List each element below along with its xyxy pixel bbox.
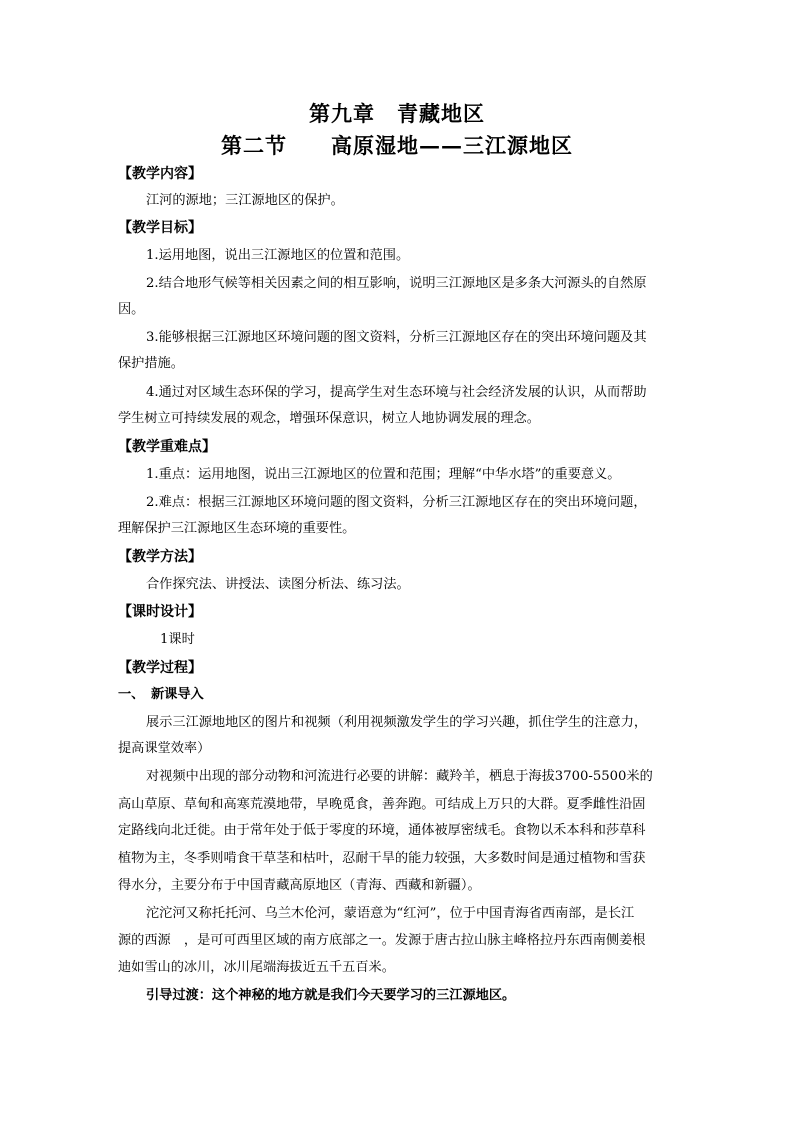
heading-lesson-design: 【课时设计】 [118,604,202,620]
heading-key-points: 【教学重难点】 [118,439,216,455]
section-title: 第二节 高原湿地——三江源地区 [221,133,573,158]
key-point-2-line-1: 2.难点：根据三江源地区环境问题的图文资料，分析三江源地区存在的突出环境问题， [146,495,647,510]
chapter-title: 第九章 青藏地区 [309,101,485,126]
goal-4-line-1: 4.通过对区域生态环保的学习，提高学生对生态环境与社会经济发展的认识，从而帮助 [146,385,647,400]
teaching-content-text: 江河的源地；三江源地区的保护。 [146,193,344,208]
teaching-methods-text: 合作探究法、讲授法、读图分析法、练习法。 [146,577,410,592]
goal-3-line-1: 3.能够根据三江源地区环境问题的图文资料，分析三江源地区存在的突出环境问题及其 [146,330,647,345]
goal-4-line-2: 学生树立可持续发展的观念，增强环保意识，树立人地协调发展的理念。 [118,411,540,426]
goal-1: 1.运用地图，说出三江源地区的位置和范围。 [146,248,410,263]
paragraph-3-line-2: 源的西源 ，是可可西里区域的南方底部之一。发源于唐古拉山脉主峰格拉丹东西南侧姜根 [118,933,646,948]
transition-text: 引导过渡：这个神秘的地方就是我们今天要学习的三江源地区。 [146,988,516,1003]
paragraph-3-line-3: 迪如雪山的冰川，冰川尾端海拔近五千五百米。 [118,960,395,975]
paragraph-2-line-2: 高山草原、草甸和高寒荒漠地带，早晚觅食，善奔跑。可结成上万只的大群。夏季雌性沿固 [118,797,646,812]
step-1-heading: 一、 新课导入 [118,687,204,702]
key-point-1: 1.重点：运用地图，说出三江源地区的位置和范围；理解“中华水塔”的重要意义。 [146,467,621,482]
goal-3-line-2: 保护措施。 [118,356,184,371]
paragraph-2-line-1: 对视频中出现的部分动物和河流进行必要的讲解：藏羚羊，栖息于海拔3700-5500米的 [146,769,653,784]
goal-2-line-1: 2.结合地形气候等相关因素之间的相互影响，说明三江源地区是多条大河源头的自然原 [146,276,647,291]
paragraph-2-line-3: 定路线向北迁徙。由于常年处于低于零度的环境，通体被厚密绒毛。食物以禾本科和莎草科 [118,823,646,838]
paragraph-1-line-2: 提高课堂效率） [118,741,211,756]
goal-2-line-2: 因。 [118,302,145,317]
paragraph-2-line-4: 植物为主，冬季则啃食干草茎和枯叶，忍耐干旱的能力较强，大多数时间是通过植物和雪获 [118,851,646,866]
key-point-2-line-2: 理解保护三江源地区生态环境的重要性。 [118,521,356,536]
paragraph-2-line-5: 得水分，主要分布于中国青藏高原地区（青海、西藏和新疆）。 [118,878,481,893]
heading-teaching-goals: 【教学目标】 [118,220,202,236]
lesson-design-text: 1课时 [160,632,195,647]
paragraph-1-line-1: 展示三江源地地区的图片和视频（利用视频激发学生的学习兴趣，抓住学生的注意力， [146,715,648,730]
heading-teaching-process: 【教学过程】 [118,660,202,676]
paragraph-3-line-1: 沱沱河又称托托河、乌兰木伦河，蒙语意为“红河”，位于中国青海省西南部，是长江 [146,906,635,921]
heading-teaching-methods: 【教学方法】 [118,549,202,565]
heading-teaching-content: 【教学内容】 [118,166,202,182]
